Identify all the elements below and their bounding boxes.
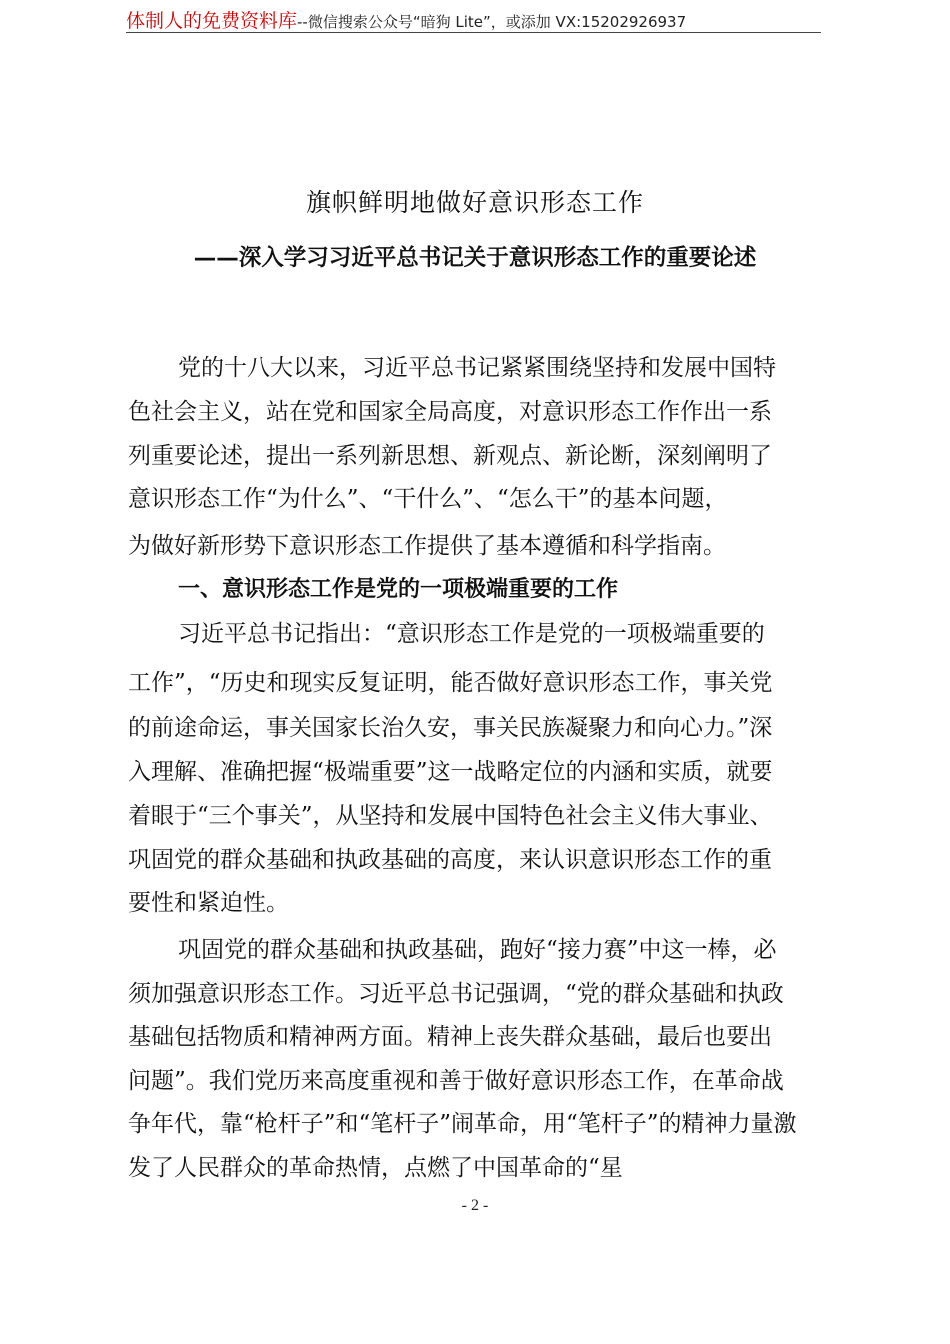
section-heading-1: 一、意识形态工作是党的一项极端重要的工作 — [178, 577, 619, 602]
text-line: 要性和紧迫性。 — [128, 890, 289, 916]
text-line: 色社会主义，站在党和国家全局高度，对意识形态工作作出一系 — [128, 399, 772, 425]
text-line: 发了人民群众的革命热情，点燃了中国革命的“星 — [128, 1155, 623, 1181]
text-line: 巩固党的群众基础和执政基础的高度，来认识意识形态工作的重 — [128, 847, 772, 873]
text-line: 为做好新形势下意识形态工作提供了基本遵循和科学指南。 — [128, 533, 726, 559]
text-line: 巩固党的群众基础和执政基础，跑好“接力赛”中这一棒，必 — [178, 937, 777, 963]
text-line: 基础包括物质和精神两方面。精神上丧失群众基础，最后也要出 — [128, 1024, 772, 1050]
document-title: 旗帜鲜明地做好意识形态工作 — [305, 188, 644, 217]
document-subtitle: ——深入学习习近平总书记关于意识形态工作的重要论述 — [193, 245, 757, 271]
page-number: - 2 - — [461, 1197, 489, 1214]
text-line: 工作”，“历史和现实反复证明，能否做好意识形态工作，事关党 — [128, 670, 773, 696]
text-line: 争年代，靠“枪杆子”和“笔杆子”闹革命，用“笔杆子”的精神力量激 — [128, 1111, 797, 1137]
text-line: 问题”。我们党历来高度重视和善于做好意识形态工作，在革命战 — [128, 1068, 784, 1094]
text-line: 意识形态工作“为什么”、“干什么”、“怎么干”的基本问题， — [128, 486, 728, 512]
text-line: 列重要论述，提出一系列新思想、新观点、新论断，深刻阐明了 — [128, 443, 772, 469]
page-header — [126, 6, 821, 33]
text-line: 的前途命运，事关国家长治久安，事关民族凝聚力和向心力。”深 — [128, 715, 773, 741]
header-brand: 体制人的免费资料库 — [126, 10, 298, 32]
text-line: 党的十八大以来，习近平总书记紧紧围绕坚持和发展中国特 — [178, 355, 776, 381]
text-line: 习近平总书记指出：“意识形态工作是党的一项极端重要的 — [178, 621, 765, 647]
text-line: 着眼于“三个事关”，从坚持和发展中国特色社会主义伟大事业、 — [128, 803, 773, 829]
text-line: 入理解、准确把握“极端重要”这一战略定位的内涵和实质，就要 — [128, 759, 773, 785]
text-line: 须加强意识形态工作。习近平总书记强调，“党的群众基础和执政 — [128, 981, 784, 1007]
header-tagline: --微信搜索公众号“暗狗 Lite”，或添加 VX:15202926937 — [297, 13, 687, 31]
